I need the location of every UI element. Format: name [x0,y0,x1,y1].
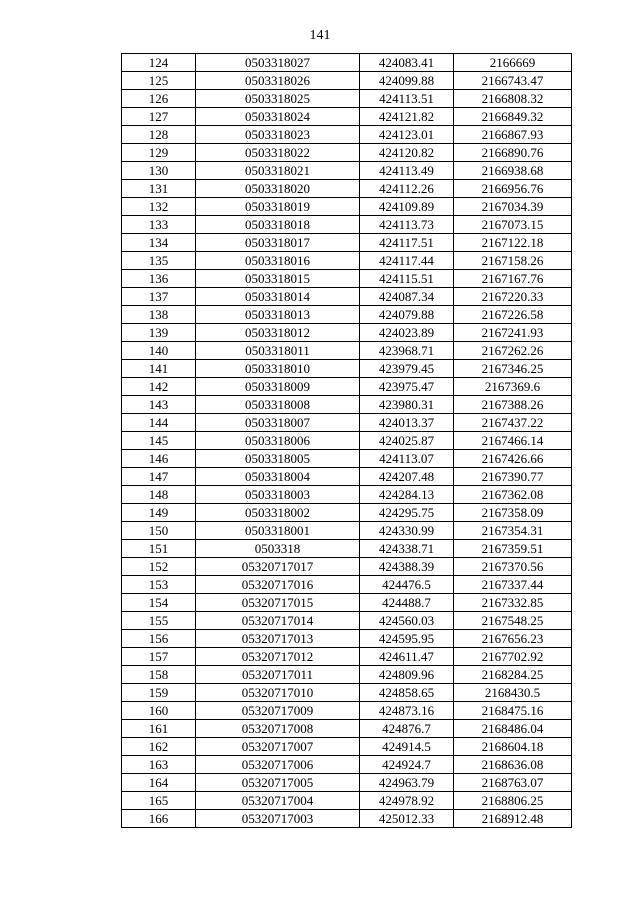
table-row [122,162,572,180]
x-coordinate-cell: 424488.7 [360,594,454,612]
x-coordinate-cell: 424330.99 [360,522,454,540]
x-coordinate-cell: 424115.51 [360,270,454,288]
point-number-cell: 157 [122,648,196,666]
x-coordinate-cell: 424611.47 [360,648,454,666]
point-number-cell: 156 [122,630,196,648]
x-coordinate-cell: 424117.51 [360,234,454,252]
table-row [122,720,572,738]
y-coordinate-cell: 2167354.31 [454,522,572,540]
y-coordinate-cell: 2168912.48 [454,810,572,828]
x-coordinate-cell: 424113.49 [360,162,454,180]
code-cell: 0503318011 [196,342,360,360]
code-cell: 0503318002 [196,504,360,522]
y-coordinate-cell: 2167358.09 [454,504,572,522]
y-coordinate-cell: 2167167.76 [454,270,572,288]
code-cell: 05320717004 [196,792,360,810]
x-coordinate-cell: 423968.71 [360,342,454,360]
point-number-cell: 160 [122,702,196,720]
code-cell: 0503318021 [196,162,360,180]
point-number-cell: 154 [122,594,196,612]
code-cell: 05320717012 [196,648,360,666]
code-cell: 05320717011 [196,666,360,684]
table-row [122,108,572,126]
x-coordinate-cell: 424295.75 [360,504,454,522]
page-number: 141 [309,28,331,43]
x-coordinate-cell: 424113.07 [360,450,454,468]
x-coordinate-cell: 424388.39 [360,558,454,576]
point-number-cell: 148 [122,486,196,504]
y-coordinate-cell: 2166669 [454,54,572,72]
table-row [122,198,572,216]
point-number-cell: 135 [122,252,196,270]
y-coordinate-cell: 2168284.25 [454,666,572,684]
table-row [122,216,572,234]
code-cell: 05320717017 [196,558,360,576]
y-coordinate-cell: 2167362.08 [454,486,572,504]
code-cell: 0503318014 [196,288,360,306]
y-coordinate-cell: 2166743.47 [454,72,572,90]
x-coordinate-cell: 423979.45 [360,360,454,378]
table-row [122,234,572,252]
point-number-cell: 141 [122,360,196,378]
code-cell: 0503318017 [196,234,360,252]
code-cell: 0503318020 [196,180,360,198]
table-row [122,144,572,162]
y-coordinate-cell: 2166890.76 [454,144,572,162]
code-cell: 0503318008 [196,396,360,414]
x-coordinate-cell: 424013.37 [360,414,454,432]
code-cell: 0503318019 [196,198,360,216]
code-cell: 0503318007 [196,414,360,432]
table-row [122,756,572,774]
code-cell: 0503318027 [196,54,360,72]
code-cell: 0503318004 [196,468,360,486]
table-row [122,252,572,270]
point-number-cell: 155 [122,612,196,630]
x-coordinate-cell: 424123.01 [360,126,454,144]
point-number-cell: 158 [122,666,196,684]
point-number-cell: 144 [122,414,196,432]
code-cell: 05320717015 [196,594,360,612]
x-coordinate-cell: 424117.44 [360,252,454,270]
code-cell: 0503318012 [196,324,360,342]
y-coordinate-cell: 2167332.85 [454,594,572,612]
code-cell: 0503318 [196,540,360,558]
code-cell: 0503318018 [196,216,360,234]
point-number-cell: 131 [122,180,196,198]
code-cell: 0503318015 [196,270,360,288]
code-cell: 0503318016 [196,252,360,270]
code-cell: 0503318009 [196,378,360,396]
point-number-cell: 137 [122,288,196,306]
y-coordinate-cell: 2167073.15 [454,216,572,234]
table-row [122,774,572,792]
x-coordinate-cell: 424109.89 [360,198,454,216]
table-row [122,792,572,810]
point-number-cell: 125 [122,72,196,90]
table-row [122,684,572,702]
table-row [122,54,572,72]
table-row [122,468,572,486]
point-number-cell: 161 [122,720,196,738]
point-number-cell: 150 [122,522,196,540]
code-cell: 05320717006 [196,756,360,774]
point-number-cell: 124 [122,54,196,72]
code-cell: 05320717010 [196,684,360,702]
table-row [122,360,572,378]
point-number-cell: 134 [122,234,196,252]
x-coordinate-cell: 424121.82 [360,108,454,126]
x-coordinate-cell: 424595.95 [360,630,454,648]
code-cell: 05320717014 [196,612,360,630]
x-coordinate-cell: 424099.88 [360,72,454,90]
table-row [122,630,572,648]
table-row [122,576,572,594]
point-number-cell: 129 [122,144,196,162]
point-number-cell: 166 [122,810,196,828]
y-coordinate-cell: 2167226.58 [454,306,572,324]
point-number-cell: 163 [122,756,196,774]
table-body [122,54,572,828]
table-row [122,324,572,342]
table-row [122,522,572,540]
x-coordinate-cell: 424025.87 [360,432,454,450]
table-row [122,396,572,414]
code-cell: 05320717008 [196,720,360,738]
point-number-cell: 149 [122,504,196,522]
code-cell: 05320717016 [196,576,360,594]
table-row [122,810,572,828]
x-coordinate-cell: 424858.65 [360,684,454,702]
y-coordinate-cell: 2167122.18 [454,234,572,252]
y-coordinate-cell: 2167437.22 [454,414,572,432]
table-row [122,288,572,306]
x-coordinate-cell: 424207.48 [360,468,454,486]
table-row [122,72,572,90]
table-row [122,594,572,612]
point-number-cell: 145 [122,432,196,450]
y-coordinate-cell: 2167466.14 [454,432,572,450]
table-row [122,432,572,450]
y-coordinate-cell: 2167548.25 [454,612,572,630]
code-cell: 05320717009 [196,702,360,720]
code-cell: 05320717003 [196,810,360,828]
code-cell: 0503318001 [196,522,360,540]
y-coordinate-cell: 2167390.77 [454,468,572,486]
table-row [122,450,572,468]
y-coordinate-cell: 2166938.68 [454,162,572,180]
table-row [122,558,572,576]
x-coordinate-cell: 424112.26 [360,180,454,198]
y-coordinate-cell: 2168806.25 [454,792,572,810]
point-number-cell: 165 [122,792,196,810]
point-number-cell: 132 [122,198,196,216]
point-number-cell: 159 [122,684,196,702]
y-coordinate-cell: 2168486.04 [454,720,572,738]
table-row [122,126,572,144]
x-coordinate-cell: 424113.73 [360,216,454,234]
table-row [122,486,572,504]
y-coordinate-cell: 2168636.08 [454,756,572,774]
y-coordinate-cell: 2167426.66 [454,450,572,468]
point-number-cell: 146 [122,450,196,468]
point-number-cell: 140 [122,342,196,360]
table-row [122,648,572,666]
y-coordinate-cell: 2167034.39 [454,198,572,216]
x-coordinate-cell: 424914.5 [360,738,454,756]
code-cell: 0503318024 [196,108,360,126]
table-row [122,738,572,756]
x-coordinate-cell: 425012.33 [360,810,454,828]
code-cell: 0503318026 [196,72,360,90]
code-cell: 05320717013 [196,630,360,648]
x-coordinate-cell: 424963.79 [360,774,454,792]
point-number-cell: 162 [122,738,196,756]
y-coordinate-cell: 2168604.18 [454,738,572,756]
table-row [122,90,572,108]
x-coordinate-cell: 424083.41 [360,54,454,72]
y-coordinate-cell: 2167702.92 [454,648,572,666]
table-row [122,504,572,522]
y-coordinate-cell: 2167220.33 [454,288,572,306]
y-coordinate-cell: 2167656.23 [454,630,572,648]
point-number-cell: 127 [122,108,196,126]
y-coordinate-cell: 2168475.16 [454,702,572,720]
y-coordinate-cell: 2167359.51 [454,540,572,558]
y-coordinate-cell: 2167369.6 [454,378,572,396]
x-coordinate-cell: 424978.92 [360,792,454,810]
point-number-cell: 126 [122,90,196,108]
point-number-cell: 139 [122,324,196,342]
point-number-cell: 152 [122,558,196,576]
point-number-cell: 142 [122,378,196,396]
code-cell: 0503318013 [196,306,360,324]
table-row [122,306,572,324]
coordinates-table [121,53,572,828]
code-cell: 0503318022 [196,144,360,162]
x-coordinate-cell: 423980.31 [360,396,454,414]
table-row [122,378,572,396]
table-row [122,666,572,684]
y-coordinate-cell: 2166956.76 [454,180,572,198]
x-coordinate-cell: 424079.88 [360,306,454,324]
table-row [122,414,572,432]
y-coordinate-cell: 2166867.93 [454,126,572,144]
code-cell: 0503318003 [196,486,360,504]
x-coordinate-cell: 424120.82 [360,144,454,162]
y-coordinate-cell: 2167388.26 [454,396,572,414]
point-number-cell: 130 [122,162,196,180]
point-number-cell: 147 [122,468,196,486]
point-number-cell: 128 [122,126,196,144]
y-coordinate-cell: 2166849.32 [454,108,572,126]
code-cell: 05320717005 [196,774,360,792]
y-coordinate-cell: 2167241.93 [454,324,572,342]
table-row [122,180,572,198]
table-row [122,702,572,720]
table-row [122,270,572,288]
x-coordinate-cell: 424876.7 [360,720,454,738]
table-row [122,342,572,360]
code-cell: 0503318006 [196,432,360,450]
code-cell: 0503318025 [196,90,360,108]
point-number-cell: 136 [122,270,196,288]
point-number-cell: 133 [122,216,196,234]
code-cell: 0503318023 [196,126,360,144]
x-coordinate-cell: 424087.34 [360,288,454,306]
x-coordinate-cell: 424284.13 [360,486,454,504]
x-coordinate-cell: 424924.7 [360,756,454,774]
y-coordinate-cell: 2167346.25 [454,360,572,378]
x-coordinate-cell: 424809.96 [360,666,454,684]
y-coordinate-cell: 2168430.5 [454,684,572,702]
y-coordinate-cell: 2168763.07 [454,774,572,792]
x-coordinate-cell: 424113.51 [360,90,454,108]
y-coordinate-cell: 2167337.44 [454,576,572,594]
code-cell: 05320717007 [196,738,360,756]
y-coordinate-cell: 2167158.26 [454,252,572,270]
y-coordinate-cell: 2167262.26 [454,342,572,360]
point-number-cell: 164 [122,774,196,792]
table-row [122,540,572,558]
x-coordinate-cell: 423975.47 [360,378,454,396]
x-coordinate-cell: 424873.16 [360,702,454,720]
x-coordinate-cell: 424338.71 [360,540,454,558]
code-cell: 0503318005 [196,450,360,468]
point-number-cell: 153 [122,576,196,594]
point-number-cell: 151 [122,540,196,558]
code-cell: 0503318010 [196,360,360,378]
x-coordinate-cell: 424476.5 [360,576,454,594]
point-number-cell: 143 [122,396,196,414]
y-coordinate-cell: 2167370.56 [454,558,572,576]
x-coordinate-cell: 424023.89 [360,324,454,342]
table-row [122,612,572,630]
point-number-cell: 138 [122,306,196,324]
y-coordinate-cell: 2166808.32 [454,90,572,108]
x-coordinate-cell: 424560.03 [360,612,454,630]
